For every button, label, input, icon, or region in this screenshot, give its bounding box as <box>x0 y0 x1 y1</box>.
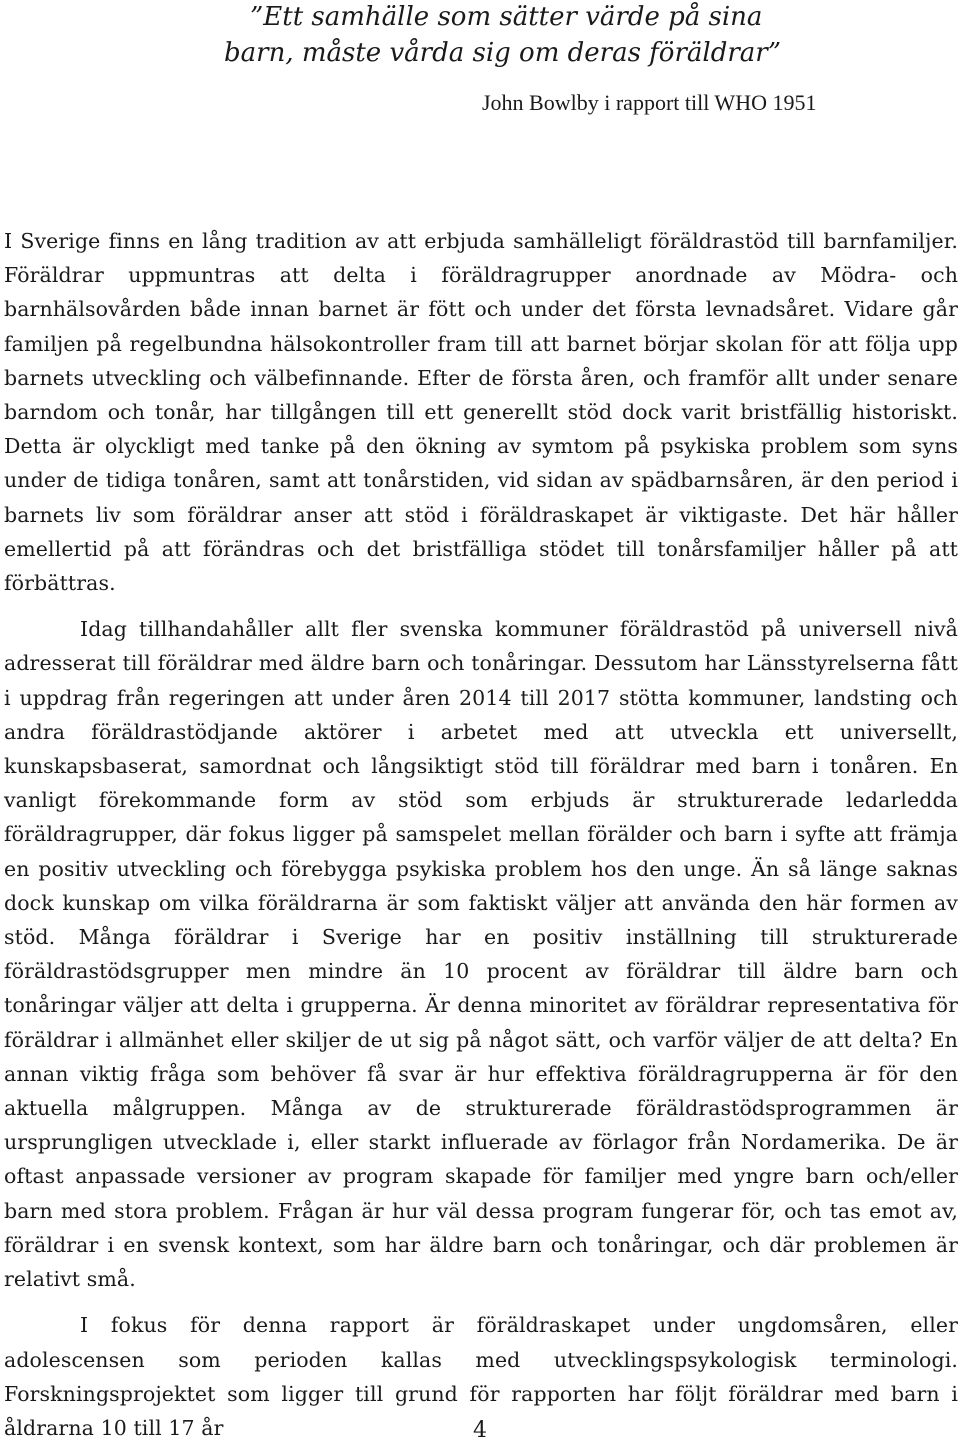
page-number: 4 <box>473 1418 487 1443</box>
paragraph-2: Idag tillhandahåller allt fler svenska kommuner föräldrastöd på universell nivå adresserat till föräldrar med äldre barn och tonåringar. Dessutom har Länsstyrelserna fått i uppdrag från regeringen att under åren 2014 till 2017 stötta kommuner, landsting och andra föräldrastödjande aktörer i arbetet med att utveckla ett universellt, kunskapsbaserat, samordnat och långsiktigt stöd till föräldrar med barn i tonåren. En vanligt förekommande form av stöd som erbjuds är strukturerade ledarledda föräldragrupper, där fokus ligger på samspelet mellan förälder och barn i syfte att främja en positiv utveckling och förebygga psykiska problem hos den unge. Än så länge saknas dock kunskap om vilka föräldrarna är som faktiskt väljer att använda den här formen av stöd. Många föräldrar i Sverige har en positiv inställning till strukturerade föräldrastödsgrupper men mindre än 10 procent av föräldrar till äldre barn och tonåringar väljer att delta i grupperna. Är denna minoritet av föräldrar representativa för föräldrar i allmänhet eller skiljer de ut sig på något sätt, och varför väljer de att delta? En annan viktig fråga som behöver få svar är hur effektiva föräldragrupperna är för den aktuella målgruppen. Många av de strukturerade föräldrastödsprogrammen är ursprungligen utvecklade i, eller starkt influerade av förlagor från Nordamerika. De är oftast anpassade versioner av program skapade för familjer med yngre barn och/eller barn med stora problem. Frågan är hur väl dessa program fungerar för, och tas emot av, föräldrar i en svensk kontext, som har äldre barn och tonåringar, och där problemen är relativt små. <box>4 617 958 1292</box>
paragraph-1: I Sverige finns en lång tradition av att erbjuda samhälleligt föräldrastöd till barnfamiljer. Föräldrar uppmuntras att delta i föräldragrupper anordnade av Mödra- och barnhälsovården både innan barnet är fött och under det första levnadsåret. Vidare går familjen på regelbundna hälsokontroller fram till att barnet börjar skolan för att följa upp barnets utveckling och välbefinnande. Efter de första åren, och framför allt under senare barndom och tonår, har tillgången till ett generellt stöd dock varit bristfällig historiskt. Detta är olyckligt med tanke på den ökning av symtom på psykiska problem som syns under de tidiga tonåren, samt att tonårstiden, vid sidan av spädbarnsåren, är den period i barnets liv som föräldrar anser att stöd i föräldraskapet är viktigaste. Det här håller emellertid på att förändras och det bristfälliga stödet till tonårsfamiljer håller på att förbättras. <box>4 229 958 596</box>
body-text <box>4 224 958 1445</box>
epigraph-quote-line-2: barn, måste vårda sig om deras föräldrar” <box>224 38 781 68</box>
epigraph-quote-line-1: ”Ett samhälle som sätter värde på sina <box>250 2 763 32</box>
epigraph-attribution: John Bowlby i rapport till WHO 1951 <box>482 90 817 115</box>
paragraph-3: I fokus för denna rapport är föräldraskapet under ungdomsåren, eller adolescensen som perioden kallas med utvecklingspsykologisk terminologi. Forskningsprojektet som ligger till grund för rapporten har följt föräldrar med barn i åldrarna 10 till 17 år <box>4 1313 958 1440</box>
